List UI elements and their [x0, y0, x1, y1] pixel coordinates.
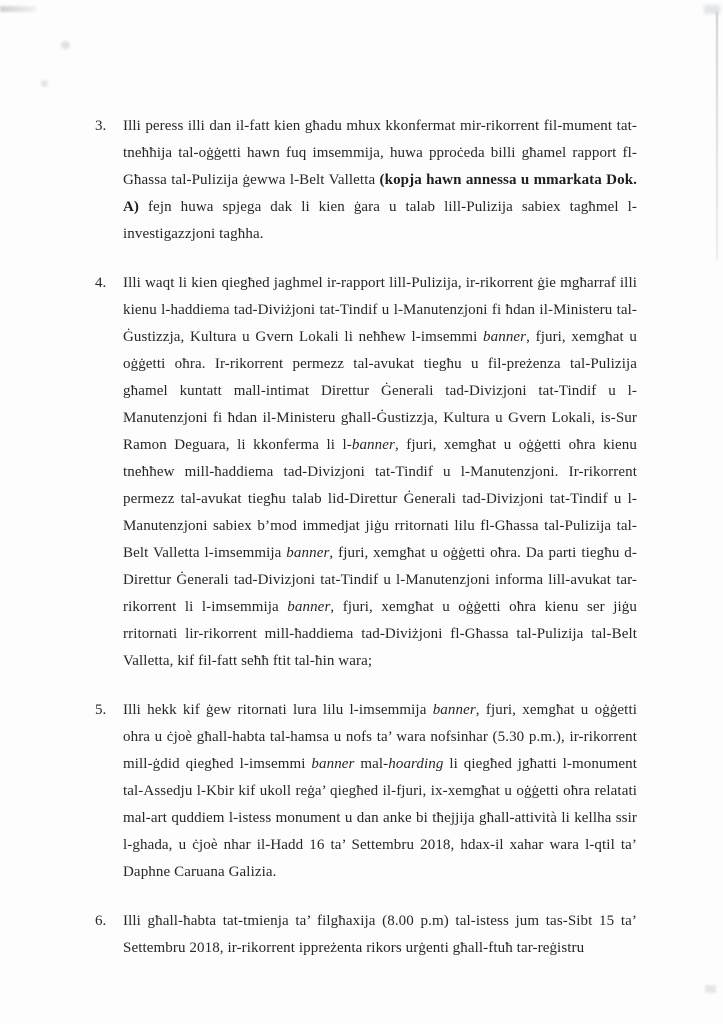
paragraph-list [95, 113, 637, 962]
text-run: li qiegħed jgħatti l-monument tal-Assedju l-Kbir kif ukoll reġa’ qiegħed il-fjuri, ix-xemgħat u oġġetti oħra relatati mal-art quddiem l-istess monument u dan anke bi tħejjija għall-attività li kellha ssir l-ghada, u ċjoè nhar il-Hadd 16 ta’ Settembru 2018, hdax-il xahar wara l-qtil ta’ Daphne Caruana Galizia. [123, 756, 637, 880]
text-run: mal- [354, 756, 389, 772]
italic-text-run: banner [311, 756, 355, 772]
scan-artifact-smudge [61, 41, 70, 49]
text-run: , fjuri, xemgħat u oġġetti oħra. Da parti tiegħu d-Direttur Ġenerali tad-Divizjoni tat-Tindif u l-Manutenzjoni informa lill-avukat tar-rikorrent li l-imsemmija [123, 545, 637, 615]
paragraph-text [123, 908, 637, 962]
bold-text-run: (kopja hawn annessa u mmarkata Dok. A) [123, 172, 637, 215]
italic-text-run: banner [286, 545, 330, 561]
paragraph-number: 3. [95, 118, 107, 134]
numbered-paragraph [95, 697, 637, 886]
text-run: , fjuri, xemgħat u oġġetti oħra kienu tneħħew mill-ħaddiema tad-Divizjoni tat-Tindif u l-Manutenzjoni. Ir-rikorrent permezz tal-avukat tiegħu talab lid-Direttur Ġenerali tad-Divizjoni tat-Tindif u l-Manutenzjoni sabiex b’mod immedjat jiġu rritornati lilu fl-Għassa tal-Pulizija tal-Belt Valletta l-imsemmija [123, 437, 637, 561]
scan-artifact-smudge [41, 80, 48, 87]
scan-artifact-edge-line [716, 12, 718, 260]
paragraph-text [123, 697, 637, 886]
numbered-paragraph [95, 113, 637, 248]
italic-text-run: hoarding [388, 756, 444, 772]
numbered-paragraph [95, 908, 637, 962]
paragraph-number: 5. [95, 702, 107, 718]
text-run: Illi hekk kif ġew ritornati lura lilu l-imsemmija [123, 702, 433, 718]
text-run: , fjuri, xemgħat u oġġetti oħra. Ir-rikorrent permezz tal-avukat tiegħu u fil-preżenza tal-Pulizija għamel kuntatt mall-intimat Direttur Ġenerali tad-Divizjoni tat-Tindif u l-Manutenzjoni fi ħdan il-Ministeru għall-Ġustizzja, Kultura u Gvern Lokali, is-Sur Ramon Deguara, li kkonferma li l- [123, 329, 638, 453]
italic-text-run: banner [483, 329, 527, 345]
text-run: Illi peress illi dan il-fatt kien għadu mhux kkonfermat mir-rikorrent fil-mument tat-tneħħija tal-oġġetti hawn fuq imsemmija, huwa pproċeda billi għamel rapport fl-Għassa tal-Pulizija ġewwa l-Belt Valletta [123, 118, 637, 188]
document-body [95, 113, 637, 984]
italic-text-run: banner [287, 599, 331, 615]
italic-text-run: banner [351, 437, 395, 453]
text-run: fejn huwa spjega dak li kien ġara u talab lill-Pulizija sabiex tagħmel l-investigazzjoni tagħha. [123, 199, 637, 242]
italic-text-run: banner [432, 702, 476, 718]
paragraph-number: 6. [95, 913, 107, 929]
text-run: Illi għall-ħabta tat-tmienja ta’ filgħaxija (8.00 p.m) tal-istess jum tas-Sibt 15 ta’ Settembru 2018, ir-rikorrent ippreżenta rikors urġenti għall-ftuħ tar-reġistru [123, 913, 637, 956]
paragraph-number: 4. [95, 275, 107, 291]
scan-artifact-top-left [0, 6, 36, 12]
scan-artifact-smudge [705, 985, 716, 993]
paragraph-text [123, 270, 637, 675]
text-run: , fjuri, xemgħat u oġġetti oħra kienu ser jiġu rritornati lir-rikorrent mill-ħaddiema tad-Diviżjoni fl-Għassa tal-Pulizija tal-Belt Valletta, kif fil-fatt seħħ ftit tal-ħin wara; [123, 599, 637, 669]
scan-artifact-edge-blob [704, 5, 720, 14]
paragraph-text [123, 113, 637, 248]
numbered-paragraph [95, 270, 637, 675]
text-run: Illi waqt li kien qiegħed jaghmel ir-rapport lill-Pulizija, ir-rikorrent ġie mgħarraf illi kienu l-haddiema tad-Diviżjoni tat-Tindif u l-Manutenzjoni fi ħdan il-Ministeru tal-Ġustizzja, Kultura u Gvern Lokali li neħħew l-imsemmi [123, 275, 637, 345]
text-run: , fjuri, xemgħat u oġġetti ohra u ċjoè għall-habta tal-hamsa u nofs ta’ wara nofsinhar (5.30 p.m.), ir-rikorrent mill-ġdid qiegħed l-imsemmi [123, 702, 637, 772]
